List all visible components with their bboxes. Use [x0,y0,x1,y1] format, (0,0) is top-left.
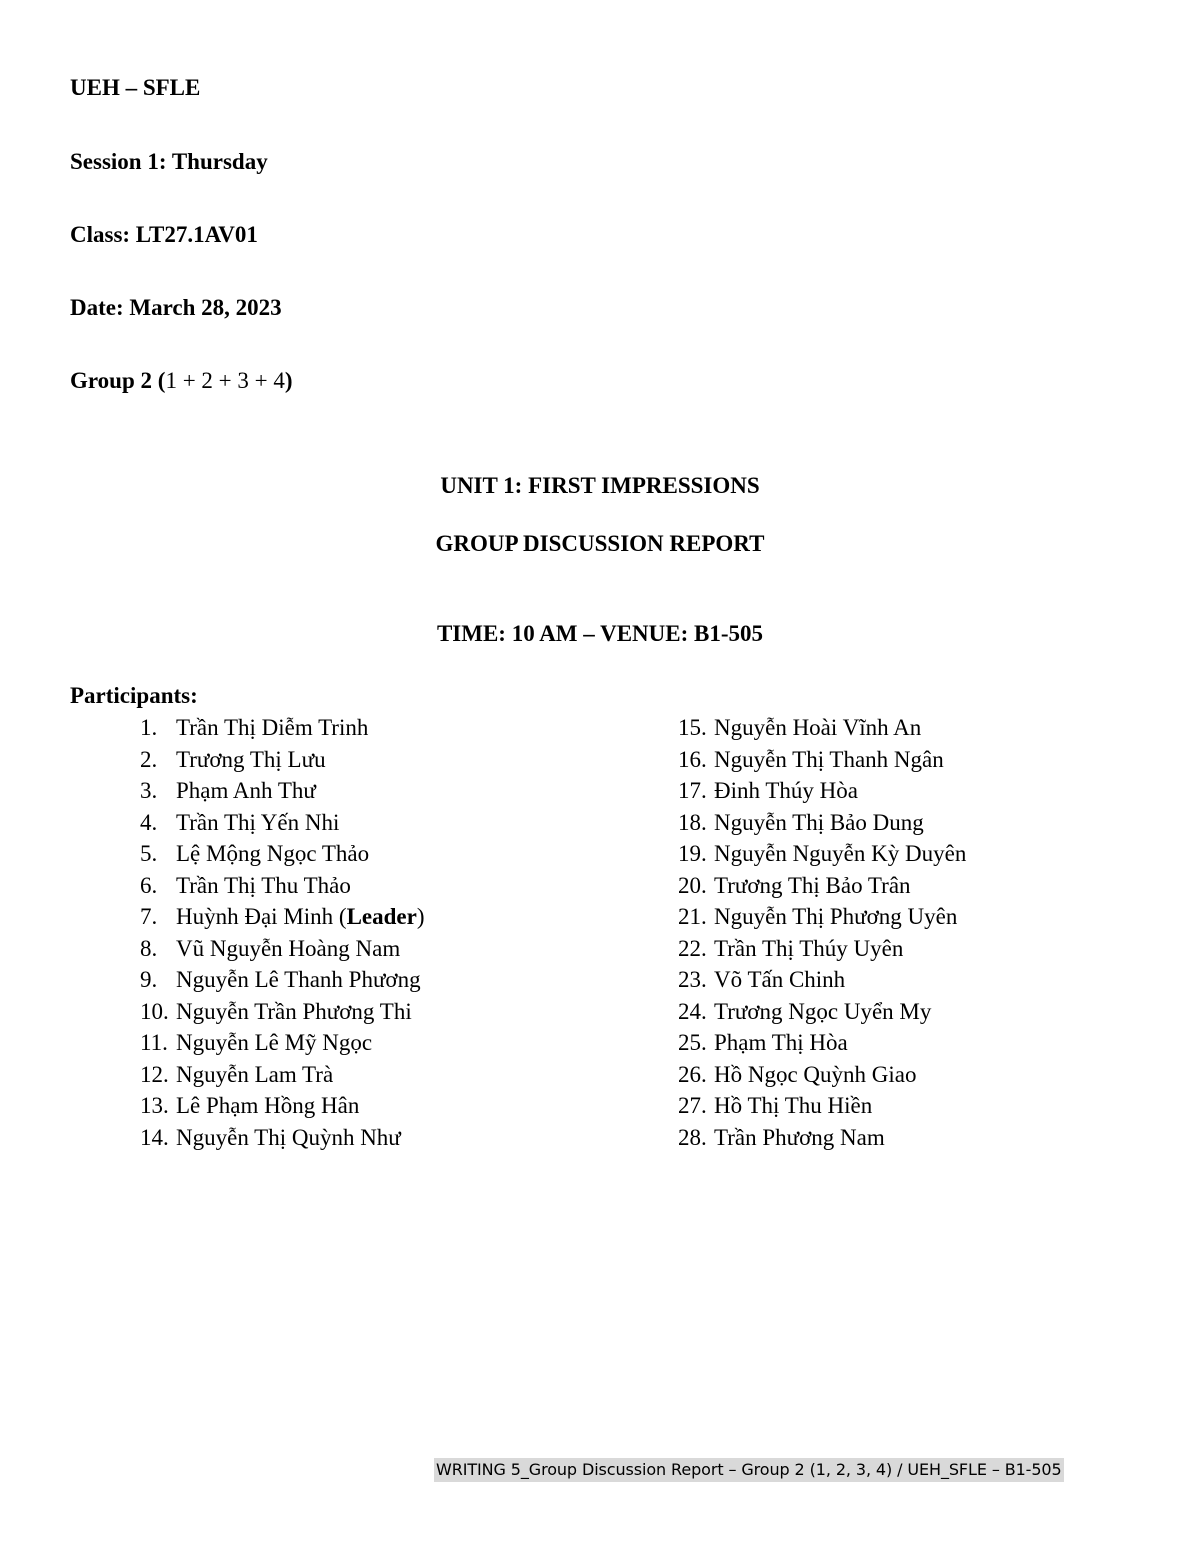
participant-item [678,777,966,809]
participant-name [176,904,425,929]
date-header: Date: March 28, 2023 [70,295,282,320]
participant-number: 19. [678,841,707,866]
participant-item [140,714,425,746]
participant-name-text: Nguyễn Lê Mỹ Ngọc [176,1030,373,1055]
participant-number: 23. [678,967,707,992]
report-title: GROUP DISCUSSION REPORT [435,531,765,556]
participant-number: 26. [678,1061,707,1087]
participant-item [140,998,425,1030]
participant-name-text: Trần Thị Yến Nhi [176,809,340,835]
leader-role: Leader [346,904,417,929]
participant-name-text: Đinh Thúy Hòa [714,778,858,803]
participant-name [714,715,921,740]
participant-name-text: Nguyễn Lam Trà [176,1061,334,1087]
participant-number: 8. [140,935,158,961]
unit-title: UNIT 1: FIRST IMPRESSIONS [440,473,760,498]
participant-name [714,873,911,898]
participant-number: 18. [678,809,707,835]
participant-number: 5. [140,841,158,866]
participant-name [176,810,339,835]
participants-label: Participants: [70,683,198,708]
participant-name [714,747,944,772]
participant-name [714,967,845,992]
participant-number: 20. [678,872,707,898]
class-header: Class: LT27.1AV01 [70,222,258,247]
participant-number: 15. [678,715,707,740]
participant-name [176,1062,333,1087]
group-header [70,369,293,392]
participant-item [678,809,966,841]
participant-number: 10. [140,998,169,1024]
participant-name-text: Lệ Mộng Ngọc Thảo [176,841,370,866]
participant-number: 28. [678,1124,707,1150]
participant-name [714,999,931,1024]
participant-name-text: Nguyễn Hoài Vĩnh An [714,715,922,740]
participant-item [140,1124,425,1156]
participant-name [176,967,421,992]
participant-item [140,809,425,841]
participant-name [176,1125,401,1150]
participant-number: 24. [678,998,707,1024]
participant-name [176,715,368,740]
participant-number: 17. [678,778,707,803]
participant-name-text: Trương Thị Lưu [176,746,326,772]
participant-item [140,966,425,998]
participant-number: 25. [678,1030,707,1055]
participant-name-text: Trương Ngọc Uyển My [714,998,932,1024]
participant-number: 16. [678,746,707,772]
participant-name [714,1030,848,1055]
participant-number: 12. [140,1061,169,1087]
participant-number: 1. [140,715,158,740]
participant-name-text: Nguyễn Thị Quỳnh Như [176,1124,401,1150]
group-close: ) [284,368,293,393]
participant-number: 27. [678,1093,707,1118]
participant-name-text: Nguyễn Thị Thanh Ngân [714,746,944,772]
participant-name-text: Huỳnh Đại Minh ( [176,904,347,929]
participant-number: 6. [140,872,158,898]
participant-name-text: Nguyễn Lê Thanh Phương [176,967,421,992]
participant-name-text: Hồ Ngọc Quỳnh Giao [714,1061,917,1087]
participant-number: 11. [140,1030,168,1055]
participant-item [678,1029,966,1061]
participant-item [140,840,425,872]
participant-item [678,998,966,1030]
group-members: 1 + 2 + 3 + 4 [165,368,285,393]
participant-name-text: Nguyễn Trần Phương Thi [176,998,412,1024]
participant-number: 13. [140,1093,169,1118]
participant-name [176,841,369,866]
participant-name [714,841,966,866]
participant-item [678,714,966,746]
participant-item [678,840,966,872]
participant-item [678,935,966,967]
participant-name [714,810,924,835]
participant-number: 4. [140,809,158,835]
participant-item [678,903,966,935]
participant-name [176,999,412,1024]
participant-name-text: Trần Thị Thu Thảo [176,872,351,898]
page-footer: WRITING 5_Group Discussion Report – Group 2 (1, 2, 3, 4) / UEH_SFLE – B1-505 [434,1458,1064,1482]
participant-number: 21. [678,904,707,929]
participant-name-text: Nguyễn Thị Bảo Dung [714,809,924,835]
participant-number: 3. [140,778,158,803]
participant-item [678,966,966,998]
participant-name-text: Vũ Nguyễn Hoàng Nam [176,935,401,961]
participant-name-text: Trần Phương Nam [714,1124,885,1150]
participant-number: 7. [140,904,158,929]
participant-number: 2. [140,746,158,772]
participant-number: 9. [140,967,158,992]
participant-name [176,1093,359,1118]
participant-name [714,778,858,803]
participant-item [678,746,966,778]
participant-item [678,1061,966,1093]
session-header: Session 1: Thursday [70,149,268,174]
participant-item [140,1029,425,1061]
participant-name-text: Trần Thị Diễm Trinh [176,715,369,740]
participant-name [714,1093,872,1118]
participant-name-text: Phạm Thị Hòa [714,1030,848,1055]
participant-name-text: Trương Thị Bảo Trân [714,872,911,898]
participant-name [176,873,351,898]
participant-item [140,903,425,935]
participant-name [176,747,326,772]
participant-name-text: Võ Tấn Chinh [714,967,846,992]
participant-name [176,936,400,961]
time-venue: TIME: 10 AM – VENUE: B1-505 [436,621,764,646]
leader-role-close: ) [416,904,425,929]
participant-number: 14. [140,1124,169,1150]
participant-name [176,1030,372,1055]
participants-list-left [140,714,425,1155]
school-header: UEH – SFLE [70,75,201,100]
participant-name-text: Trần Thị Thúy Uyên [714,935,904,961]
participant-name-text: Nguyễn Nguyễn Kỳ Duyên [714,841,967,866]
participants-list-right [678,714,966,1155]
participant-name-text: Hồ Thị Thu Hiền [714,1093,873,1118]
participant-name-text: Lê Phạm Hồng Hân [176,1093,360,1118]
participant-item [678,1092,966,1124]
group-label: Group 2 ( [70,368,166,393]
participant-item [140,935,425,967]
participant-item [140,1092,425,1124]
participant-name-text: Phạm Anh Thư [176,778,316,803]
participant-item [140,746,425,778]
participant-item [678,1124,966,1156]
participant-item [140,1061,425,1093]
participant-name [176,778,316,803]
participant-name [714,1125,885,1150]
participant-item [678,872,966,904]
participant-item [140,872,425,904]
participant-number: 22. [678,935,707,961]
participant-item [140,777,425,809]
participant-name [714,904,957,929]
participant-name-text: Nguyễn Thị Phương Uyên [714,904,958,929]
participant-name [714,936,903,961]
participant-name [714,1062,917,1087]
